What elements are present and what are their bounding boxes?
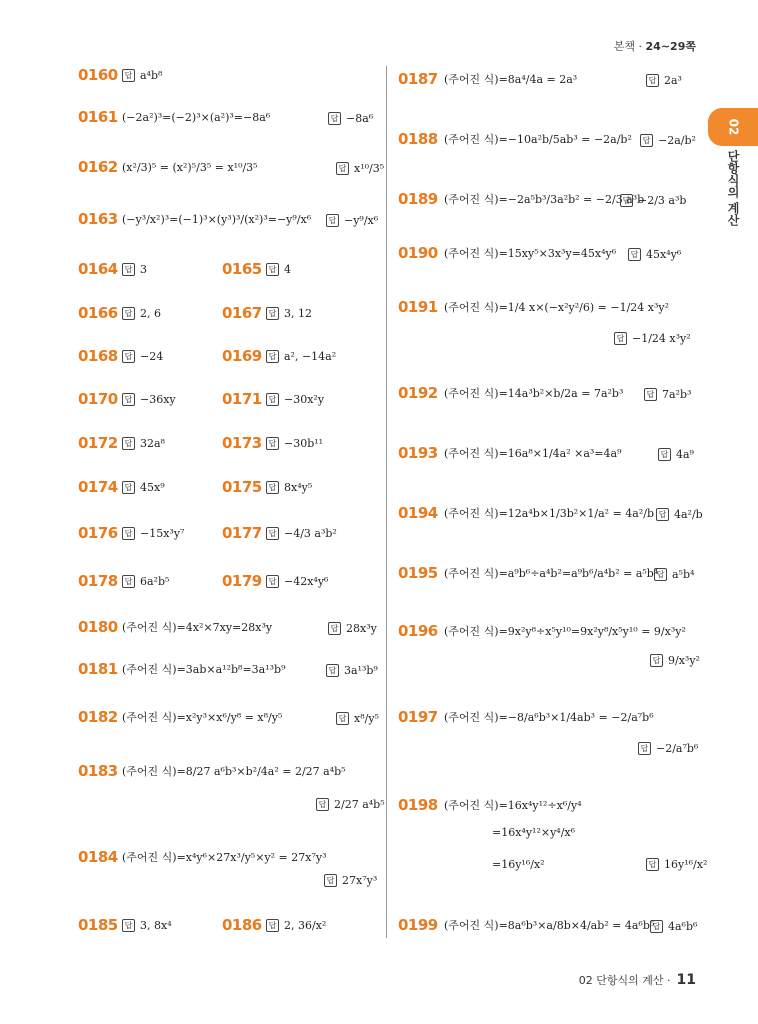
answer: 8x⁴y⁵ xyxy=(284,480,313,494)
header-pages: 24~29쪽 xyxy=(645,40,696,53)
answer: −24 xyxy=(140,349,164,363)
solution: (주어진 식)=12a⁴b×1/3b²×1/a² = 4a²/b xyxy=(444,507,654,520)
answer: −2/a⁷b⁶ xyxy=(656,742,699,755)
problem-number: 0188 xyxy=(398,130,438,148)
answer: −4/3 a³b² xyxy=(284,526,337,540)
solution: (−y³/x²)³=(−1)³×(y³)³/(x²)³=−y⁹/x⁶ xyxy=(122,212,312,226)
problem-0194 xyxy=(398,504,654,522)
problem-0189 xyxy=(398,190,644,208)
answer: 16y¹⁶/x² xyxy=(664,858,708,871)
chapter-title: 단항식의 계산 xyxy=(726,150,740,227)
answer: x¹⁰/3⁵ xyxy=(354,162,385,175)
solution: (−2a²)³=(−2)³×(a²)³=−8a⁶ xyxy=(122,110,271,124)
answer: −36xy xyxy=(140,392,176,406)
answer-0161 xyxy=(328,112,373,125)
problem-0183 xyxy=(78,762,346,780)
answer-mark-icon xyxy=(122,575,135,588)
solution: (주어진 식)=1/4 x×(−x²y²/6) = −1/24 x³y² xyxy=(444,301,670,314)
problem-number: 0194 xyxy=(398,504,438,522)
problem-0198-step3 xyxy=(486,858,545,871)
problem-number: 0175 xyxy=(222,478,262,496)
answer-mark-icon xyxy=(644,388,657,401)
problem-0196 xyxy=(398,622,686,640)
answer-mark-icon xyxy=(646,858,659,871)
problem-0184 xyxy=(78,848,326,866)
problem-0172 xyxy=(78,434,165,452)
answer-mark-icon xyxy=(614,332,627,345)
answer-0183 xyxy=(316,798,385,811)
problem-number: 0177 xyxy=(222,524,262,542)
answer: 4 xyxy=(284,262,291,276)
answer: 3a¹³b⁹ xyxy=(344,664,378,677)
problem-0164 xyxy=(78,260,147,278)
page-header xyxy=(614,38,696,54)
solution: (주어진 식)=15xy⁵×3x³y=45x⁴y⁶ xyxy=(444,247,617,260)
problem-number: 0166 xyxy=(78,304,118,322)
problem-number: 0174 xyxy=(78,478,118,496)
answer-mark-icon xyxy=(646,74,659,87)
problem-0186 xyxy=(222,916,326,934)
problem-0170 xyxy=(78,390,176,408)
answer: a², −14a² xyxy=(284,349,337,363)
answer-mark-icon xyxy=(656,508,669,521)
problem-number: 0176 xyxy=(78,524,118,542)
answer-mark-icon xyxy=(654,568,667,581)
footer-text: 02 단항식의 계산 · xyxy=(578,974,671,987)
answer-mark-icon xyxy=(266,350,279,363)
answer: a⁴b⁸ xyxy=(140,68,163,82)
answer: 4a²/b xyxy=(674,508,703,521)
answer-mark-icon xyxy=(650,654,663,667)
answer-mark-icon xyxy=(336,162,349,175)
answer-mark-icon xyxy=(638,742,651,755)
problem-0173 xyxy=(222,434,323,452)
problem-0190 xyxy=(398,244,616,262)
answer: a⁵b⁴ xyxy=(672,568,695,581)
problem-0178 xyxy=(78,572,169,590)
solution: (x²/3)⁵ = (x²)⁵/3⁵ = x¹⁰/3⁵ xyxy=(122,160,258,174)
problem-0174 xyxy=(78,478,165,496)
answer: 3, 12 xyxy=(284,306,312,320)
problem-0169 xyxy=(222,347,336,365)
problem-0163 xyxy=(78,210,311,228)
answer-0199 xyxy=(650,920,697,933)
answer-0188 xyxy=(640,134,696,147)
problem-0185 xyxy=(78,916,172,934)
solution: (주어진 식)=x⁴y⁶×27x³/y⁵×y² = 27x⁷y³ xyxy=(122,851,327,864)
answer-mark-icon xyxy=(628,248,641,261)
header-prefix: 본책 · xyxy=(613,40,646,53)
answer-mark-icon xyxy=(266,263,279,276)
chapter-number: 02 xyxy=(725,118,740,136)
answer-mark-icon xyxy=(324,874,337,887)
problem-0197 xyxy=(398,708,654,726)
answer-mark-icon xyxy=(122,527,135,540)
answer: −8a⁶ xyxy=(346,112,374,125)
answer: 3, 8x⁴ xyxy=(140,918,172,932)
answer: 4a⁶b⁶ xyxy=(668,920,698,933)
solution-step: =16y¹⁶/x² xyxy=(492,858,545,871)
problem-number: 0165 xyxy=(222,260,262,278)
problem-number: 0170 xyxy=(78,390,118,408)
answer: −y⁹/x⁶ xyxy=(344,214,379,227)
problem-0175 xyxy=(222,478,312,496)
solution: (주어진 식)=x²y³×x⁶/y⁸ = x⁸/y⁵ xyxy=(122,711,283,724)
answer: −2a/b² xyxy=(658,134,696,147)
answer: 6a²b⁵ xyxy=(140,574,170,588)
answer-mark-icon xyxy=(122,350,135,363)
answer-mark-icon xyxy=(122,393,135,406)
solution-step: =16x⁴y¹²×y⁴/x⁶ xyxy=(492,826,576,839)
answer-mark-icon xyxy=(122,481,135,494)
problem-number: 0197 xyxy=(398,708,438,726)
problem-number: 0193 xyxy=(398,444,438,462)
answer-0197 xyxy=(638,742,698,755)
answer-mark-icon xyxy=(640,134,653,147)
solution: (주어진 식)=14a³b²×b/2a = 7a²b³ xyxy=(444,387,624,400)
problem-0195 xyxy=(398,564,658,582)
answer-0180 xyxy=(328,622,377,635)
answer: −42x⁴y⁶ xyxy=(284,574,329,588)
problem-0165 xyxy=(222,260,291,278)
answer-0163 xyxy=(326,214,378,227)
problem-0177 xyxy=(222,524,337,542)
problem-0181 xyxy=(78,660,286,678)
answer-mark-icon xyxy=(122,263,135,276)
answer-0194 xyxy=(656,508,703,521)
answer: 9/x³y² xyxy=(668,654,700,667)
page-footer xyxy=(579,972,696,988)
solution: (주어진 식)=−2a⁵b³/3a²b² = −2/3 a³b xyxy=(444,193,645,206)
answer-mark-icon xyxy=(316,798,329,811)
problem-0171 xyxy=(222,390,324,408)
problem-0198 xyxy=(398,796,582,814)
answer-0162 xyxy=(336,162,384,175)
answer: −1/24 x³y² xyxy=(632,332,691,345)
answer-0187 xyxy=(646,74,682,87)
answer-0184 xyxy=(324,874,377,887)
problem-0180 xyxy=(78,618,272,636)
problem-0161 xyxy=(78,108,270,126)
problem-number: 0160 xyxy=(78,66,118,84)
answer-mark-icon xyxy=(122,437,135,450)
page-number: 11 xyxy=(676,972,696,988)
answer-mark-icon xyxy=(266,919,279,932)
answer: 4a⁹ xyxy=(676,448,694,461)
solution: (주어진 식)=−8/a⁶b³×1/4ab³ = −2/a⁷b⁶ xyxy=(444,711,654,724)
answer: x⁸/y⁵ xyxy=(354,712,379,725)
column-divider xyxy=(386,66,387,938)
answer-0189 xyxy=(620,194,686,207)
problem-number: 0167 xyxy=(222,304,262,322)
answer-0191 xyxy=(614,332,691,345)
answer-mark-icon xyxy=(326,664,339,677)
answer-mark-icon xyxy=(266,527,279,540)
solution: (주어진 식)=8a⁴/4a = 2a³ xyxy=(444,73,578,86)
problem-number: 0178 xyxy=(78,572,118,590)
problem-number: 0164 xyxy=(78,260,118,278)
problem-number: 0172 xyxy=(78,434,118,452)
problem-number: 0169 xyxy=(222,347,262,365)
answer: −15x³y⁷ xyxy=(140,526,185,540)
problem-0167 xyxy=(222,304,312,322)
problem-number: 0199 xyxy=(398,916,438,934)
problem-0168 xyxy=(78,347,163,365)
answer-mark-icon xyxy=(266,575,279,588)
problem-number: 0181 xyxy=(78,660,118,678)
problem-0176 xyxy=(78,524,184,542)
answer: −2/3 a³b xyxy=(638,194,687,207)
answer: 2/27 a⁴b⁵ xyxy=(334,798,385,811)
solution: (주어진 식)=3ab×a¹²b⁸=3a¹³b⁹ xyxy=(122,663,286,676)
problem-number: 0183 xyxy=(78,762,118,780)
solution: (주어진 식)=16a⁸×1/4a² ×a³=4a⁹ xyxy=(444,447,622,460)
problem-0198-step2 xyxy=(486,826,575,839)
answer-0192 xyxy=(644,388,691,401)
problem-0191 xyxy=(398,298,669,316)
answer: 45x⁴y⁶ xyxy=(646,248,682,261)
answer-0190 xyxy=(628,248,681,261)
problem-0193 xyxy=(398,444,622,462)
solution: (주어진 식)=4x²×7xy=28x³y xyxy=(122,621,273,634)
answer: 27x⁷y³ xyxy=(342,874,378,887)
answer-mark-icon xyxy=(266,393,279,406)
problem-number: 0187 xyxy=(398,70,438,88)
problem-number: 0186 xyxy=(222,916,262,934)
problem-number: 0184 xyxy=(78,848,118,866)
problem-number: 0168 xyxy=(78,347,118,365)
problem-0162 xyxy=(78,158,258,176)
answer-mark-icon xyxy=(266,307,279,320)
problem-number: 0182 xyxy=(78,708,118,726)
solution: (주어진 식)=8a⁶b³×a/8b×4/ab² = 4a⁶b⁶ xyxy=(444,919,655,932)
answer: 2, 36/x² xyxy=(284,918,327,932)
problem-number: 0180 xyxy=(78,618,118,636)
problem-number: 0192 xyxy=(398,384,438,402)
problem-0166 xyxy=(78,304,161,322)
problem-number: 0161 xyxy=(78,108,118,126)
answer-mark-icon xyxy=(650,920,663,933)
answer: 28x³y xyxy=(346,622,377,635)
problem-0160 xyxy=(78,66,162,84)
problem-number: 0196 xyxy=(398,622,438,640)
answer-0198 xyxy=(646,858,707,871)
answer: 32a⁸ xyxy=(140,436,165,450)
problem-number: 0195 xyxy=(398,564,438,582)
solution: (주어진 식)=a⁹b⁶÷a⁴b²=a⁹b⁶/a⁴b² = a⁵b⁴ xyxy=(444,567,659,580)
problem-number: 0173 xyxy=(222,434,262,452)
answer-0195 xyxy=(654,568,694,581)
answer-mark-icon xyxy=(122,919,135,932)
problem-0179 xyxy=(222,572,328,590)
problem-0182 xyxy=(78,708,282,726)
answer: 7a²b³ xyxy=(662,388,692,401)
answer-mark-icon xyxy=(122,69,135,82)
problem-0199 xyxy=(398,916,654,934)
solution: (주어진 식)=9x²y⁸÷x⁵y¹⁰=9x²y⁸/x⁵y¹⁰ = 9/x³y² xyxy=(444,625,686,638)
answer-0181 xyxy=(326,664,378,677)
answer: 45x⁹ xyxy=(140,480,165,494)
answer-mark-icon xyxy=(620,194,633,207)
problem-number: 0163 xyxy=(78,210,118,228)
answer-mark-icon xyxy=(336,712,349,725)
solution: (주어진 식)=−10a²b/5ab³ = −2a/b² xyxy=(444,133,632,146)
problem-0192 xyxy=(398,384,623,402)
problem-number: 0179 xyxy=(222,572,262,590)
problem-number: 0191 xyxy=(398,298,438,316)
problem-0187 xyxy=(398,70,577,88)
answer: 2, 6 xyxy=(140,306,161,320)
chapter-tab xyxy=(708,108,758,146)
solution: (주어진 식)=16x⁴y¹²÷x⁶/y⁴ xyxy=(444,799,582,812)
problem-number: 0190 xyxy=(398,244,438,262)
answer-mark-icon xyxy=(328,622,341,635)
answer: 3 xyxy=(140,262,147,276)
answer-0193 xyxy=(658,448,694,461)
answer-mark-icon xyxy=(658,448,671,461)
answer-mark-icon xyxy=(328,112,341,125)
problem-0188 xyxy=(398,130,632,148)
answer-0196 xyxy=(650,654,700,667)
answer-mark-icon xyxy=(266,481,279,494)
problem-number: 0185 xyxy=(78,916,118,934)
answer-mark-icon xyxy=(326,214,339,227)
answer-0182 xyxy=(336,712,379,725)
problem-number: 0171 xyxy=(222,390,262,408)
answer: −30x²y xyxy=(284,392,325,406)
answer-mark-icon xyxy=(266,437,279,450)
answer: −30b¹¹ xyxy=(284,436,324,450)
problem-number: 0162 xyxy=(78,158,118,176)
solution: (주어진 식)=8/27 a⁶b³×b²/4a² = 2/27 a⁴b⁵ xyxy=(122,765,346,778)
problem-number: 0198 xyxy=(398,796,438,814)
answer: 2a³ xyxy=(664,74,682,87)
problem-number: 0189 xyxy=(398,190,438,208)
answer-mark-icon xyxy=(122,307,135,320)
